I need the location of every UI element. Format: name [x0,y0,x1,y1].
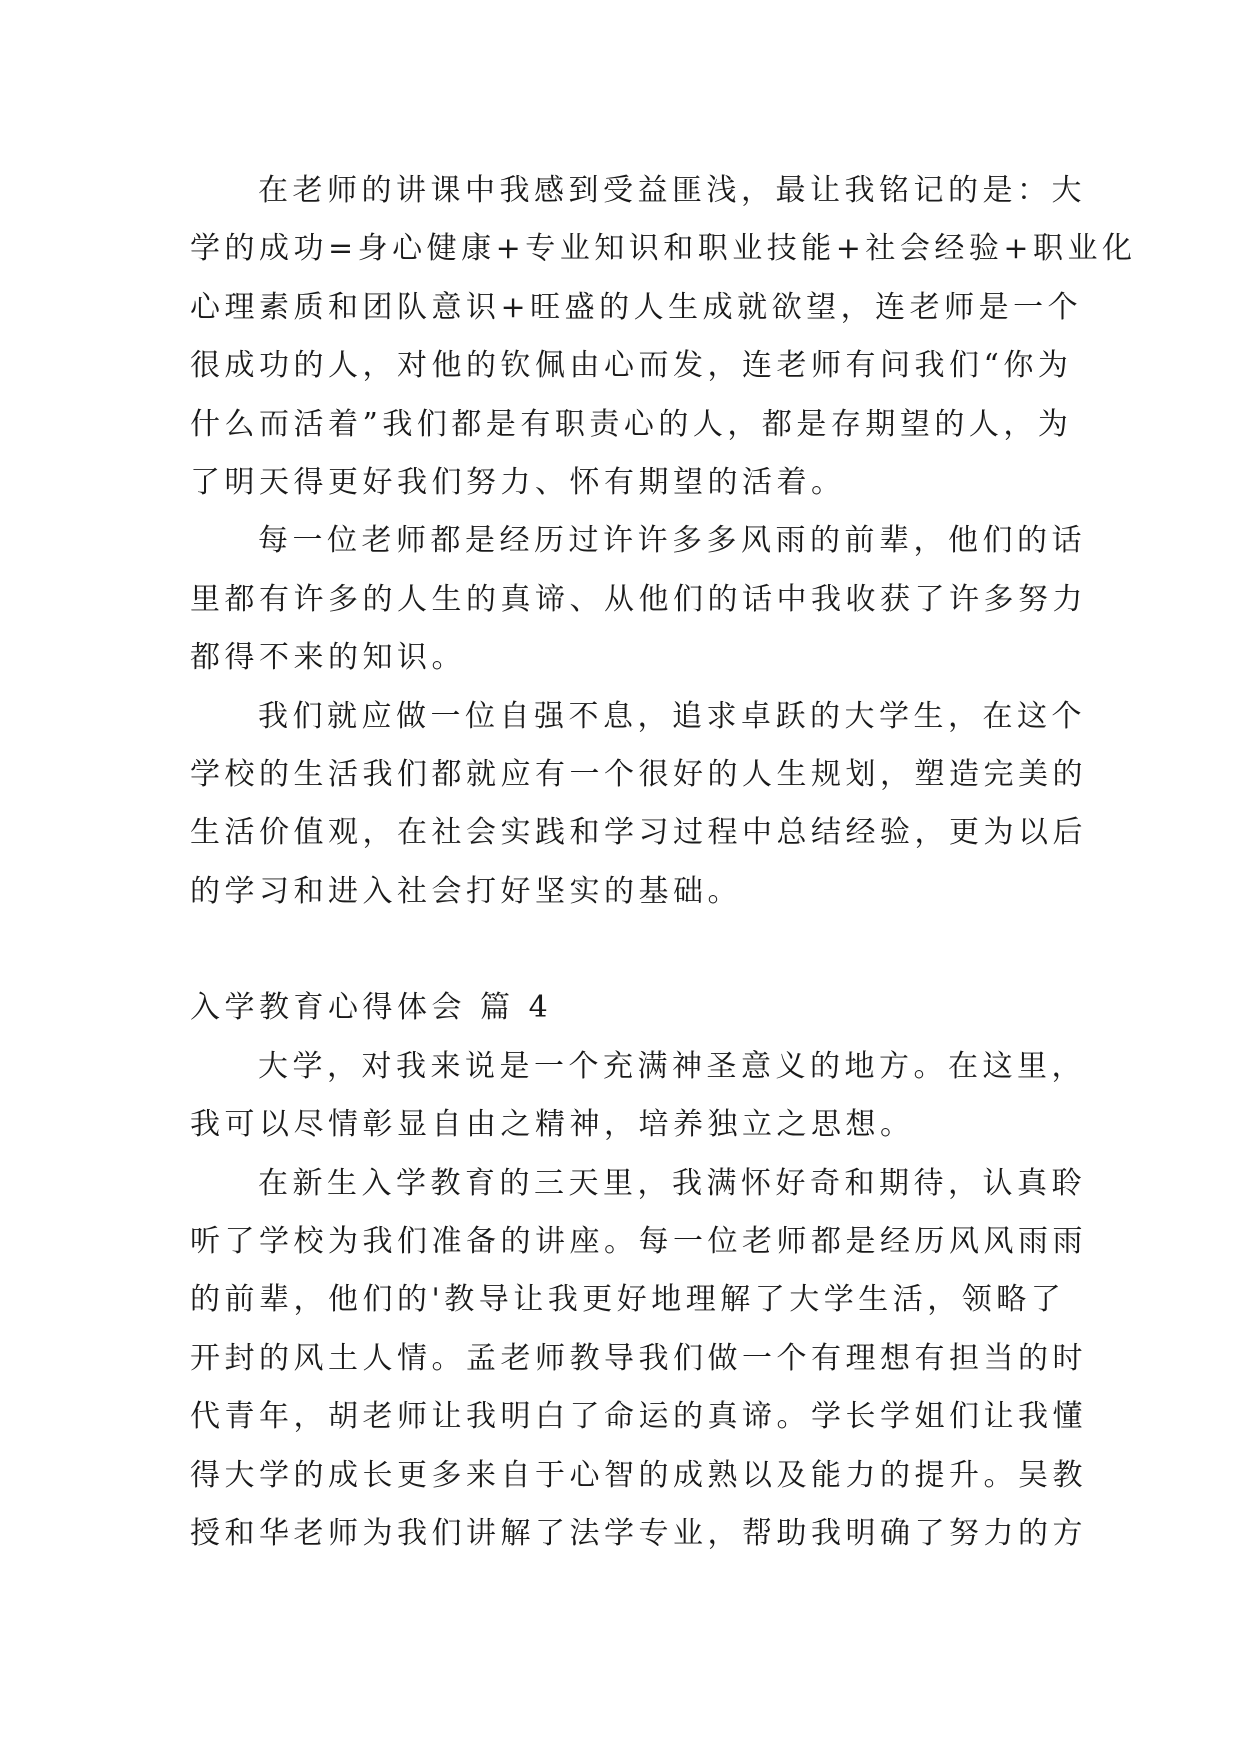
text-line: 每一位老师都是经历过许许多多风雨的前辈，他们的话 [258,523,1086,559]
text-line: 大学，对我来说是一个充满神圣意义的地方。在这里， [258,1048,1086,1084]
text-line: 在新生入学教育的三天里，我满怀好奇和期待，认真聆 [258,1165,1086,1201]
paragraph [190,162,1137,512]
document-body [190,162,1137,1563]
section-heading [190,979,1070,1037]
text-line: 都得不来的知识。 [190,640,466,676]
text-line: 的前辈，他们的'教导让我更好地理解了大学生活，领略了 [190,1282,1066,1318]
text-line: 我可以尽情彰显自由之精神，培养独立之思想。 [190,1107,915,1143]
text-line: 什么而活着”我们都是有职责心的人，都是存期望的人，为 [190,406,1073,442]
text-line: 生活价值观，在社会实践和学习过程中总结经验，更为以后 [190,815,1087,851]
paragraph [190,688,1087,922]
text-line: 得大学的成长更多来自于心智的成熟以及能力的提升。吴教 [190,1457,1087,1493]
text-line: 很成功的人，对他的钦佩由心而发，连老师有问我们“你为 [190,348,1073,384]
paragraph [190,512,1087,687]
text-line: 我们就应做一位自强不息，追求卓跃的大学生，在这个 [258,698,1086,734]
text-line: 了明天得更好我们努力、怀有期望的活着。 [190,465,846,501]
text-line: 在老师的讲课中我感到受益匪浅，最让我铭记的是：大 [258,173,1086,208]
text-line: 学校的生活我们都就应有一个很好的人生规划，塑造完美的 [190,757,1087,793]
text-line: 开封的风土人情。孟老师教导我们做一个有理想有担当的时 [190,1340,1087,1376]
paragraph [190,1155,1087,1564]
text-line: 心理素质和团队意识+旺盛的人生成就欲望，连老师是一个 [190,289,1083,325]
text-line: 听了学校为我们准备的讲座。每一位老师都是经历风风雨雨 [190,1223,1087,1259]
text-line: 学的成功=身心健康+专业知识和职业技能+社会经验+职业化 [190,231,1137,267]
text-line: 里都有许多的人生的真谛、从他们的话中我收获了许多努力 [190,581,1087,617]
text-line: 代青年，胡老师让我明白了命运的真谛。学长学姐们让我懂 [190,1399,1087,1435]
text-line: 授和华老师为我们讲解了法学专业，帮助我明确了努力的方 [190,1515,1087,1551]
text-line: 的学习和进入社会打好坚实的基础。 [190,873,742,909]
section-heading-text: 入学教育心得体会 篇 4 [190,990,553,1026]
paragraph [190,1038,1086,1155]
